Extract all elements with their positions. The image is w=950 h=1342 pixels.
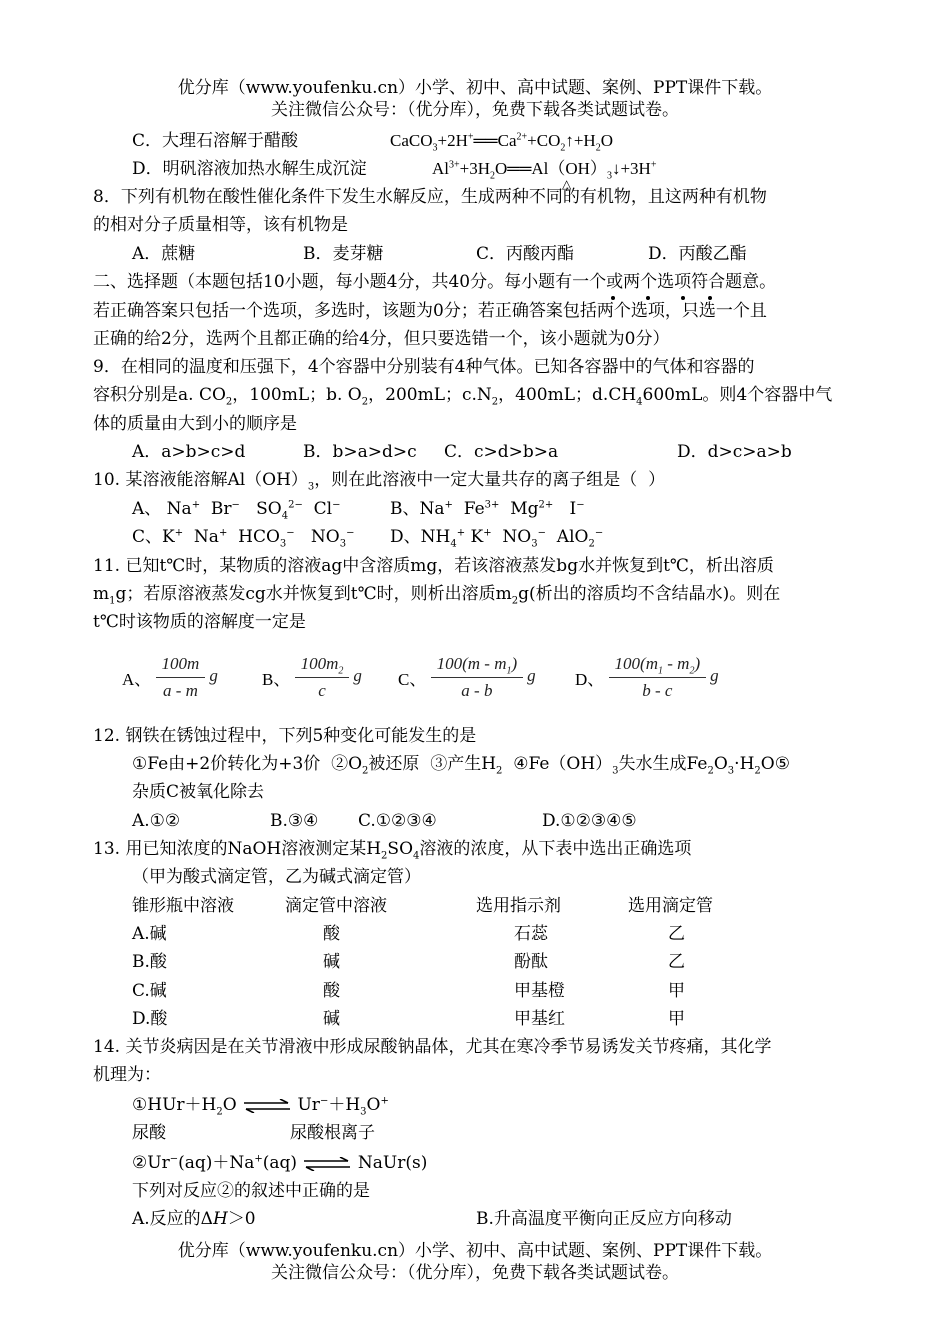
q12-line-3: 杂质C被氧化除去: [132, 782, 265, 802]
fraction: $\frac{100(m_1 - m_2)}{b - c}$: [609, 654, 707, 701]
q14-reaction-2: ②Ur−(aq)＋Na+(aq) NaUr(s): [132, 1153, 428, 1173]
q13-line-2: （甲为酸式滴定管，乙为碱式滴定管）: [132, 867, 421, 887]
q9-option-d: D．d>c>a>b: [677, 442, 792, 462]
q11-option-b-label: B、: [262, 670, 291, 689]
q7-option-c-label: C．大理石溶解于醋酸: [132, 131, 299, 151]
q12-option-d: D.①②③④⑤: [542, 811, 637, 831]
footer-line-1: 优分库（www.youfenku.cn）小学、初中、高中试题、案例、PPT课件下载。: [177, 1241, 773, 1261]
q10-stem: 10. 某溶液能溶解$Al(OH)_3$，则在此溶液中一定大量共存的离子组是（ ）: [93, 470, 666, 493]
q11-option-c-label: C、: [398, 670, 427, 689]
q14-option-b: B.升高温度平衡向正反应方向移动: [476, 1209, 732, 1229]
q10-option-b: B、Na+ $Fe^{3+}$ $Mg^{2+}$ I−: [390, 499, 585, 519]
q9-line-1: 9．在相同的温度和压强下，4个容器中分别装有4种气体。已知各容器中的气体和容器的: [93, 357, 755, 377]
q9-option-a: A．a>b>c>d: [132, 442, 246, 462]
section-2-line-3: 正确的给2分，选两个且都正确的给4分，但只要选错一个，该小题就为0分）: [93, 329, 670, 349]
q12-option-b: B.③④: [270, 811, 319, 831]
table-cell: 甲: [668, 981, 685, 1001]
table-cell: 甲: [668, 1009, 685, 1029]
q14-option-a: A.反应的ΔH＞0: [132, 1209, 256, 1229]
section-2-line-1: 二、选择题（本题包括10小题，每小题4分，共40分。每小题有一个或两个选项符合题意。: [93, 272, 777, 292]
q11-option-b: B、 $\frac{100m_2}{c}$ g: [262, 654, 362, 700]
q14-label-ion: 尿酸根离子: [290, 1123, 375, 1143]
table-cell: C.碱: [132, 981, 167, 1001]
equilibrium-arrow-icon: [302, 1157, 352, 1171]
q7-option-d-equation: $Al^{3+}+3H_2O══Al(OH)_3↓+3H^+$: [432, 159, 657, 182]
q9-line-2: 容积分别是a. $CO_2$，100mL；b. $O_2$，200mL；$c.N_2$，400mL；$d.CH_4600mL$。则4个容器中气: [93, 385, 833, 408]
q7-option-c: [132, 130, 298, 152]
q8-option-b: B．麦芽糖: [303, 244, 384, 264]
q11-option-a-label: A、: [122, 670, 152, 689]
table-cell: 酸: [323, 981, 340, 1001]
q14-reaction-1: $①HUr+H_2O$ $Ur^-+H_3O^+$: [132, 1095, 389, 1118]
q7-option-d-label: D．明矾溶液加热水解生成沉淀: [132, 159, 367, 179]
fraction: $\frac{100m}{a - m}$: [156, 654, 206, 701]
table-cell: A.碱: [132, 924, 167, 944]
q7-option-d: [132, 158, 367, 180]
q14-line-1: 14. 关节炎病因是在关节滑液中形成尿酸钠晶体，尤其在寒冷季节易诱发关节疼痛，其化学: [93, 1037, 772, 1057]
table-cell: 石蕊: [514, 924, 548, 944]
q14-question: 下列对反应②的叙述中正确的是: [132, 1181, 370, 1201]
table-cell: 乙: [668, 952, 685, 972]
table-cell: 酸: [323, 924, 340, 944]
q11-option-d: D、 $\frac{100(m_1 - m_2)}{b - c}$ g: [575, 654, 719, 700]
q8-option-d: D．丙酸乙酯: [648, 244, 747, 264]
q10-option-d: D、$NH_4^+$ K+ $NO_3^-$ AlO$_2$−: [390, 527, 604, 550]
q11-option-a: A、 $\frac{100m}{a - m}$ g: [122, 654, 218, 700]
heat-symbol: △: [562, 177, 572, 191]
q11-line-1: 11. 已知t℃时，某物质的溶液ag中含溶质mg，若该溶液蒸发bg水并恢复到t℃，析出溶质: [93, 556, 774, 576]
q12-line-1: 12. 钢铁在锈蚀过程中，下列5种变化可能发生的是: [93, 726, 477, 746]
table-header: 锥形瓶中溶液: [132, 896, 234, 916]
q9-option-b: B．b>a>d>c: [303, 442, 417, 462]
table-cell: D.酸: [132, 1009, 168, 1029]
table-cell: 酚酞: [514, 952, 548, 972]
table-cell: 甲基红: [514, 1009, 565, 1029]
q12-option-a: A.①②: [132, 811, 181, 831]
q8-option-c: C．丙酸丙酯: [476, 244, 575, 264]
header-line-1: 优分库（www.youfenku.cn）小学、初中、高中试题、案例、PPT课件下载。: [177, 78, 773, 98]
table-header: 选用滴定管: [628, 896, 713, 916]
table-header: 选用指示剂: [476, 896, 561, 916]
table-cell: 乙: [668, 924, 685, 944]
q7-option-c-equation: $CaCO_3+2H^+══Ca^{2+}+CO_2↑+H_2O$: [390, 131, 613, 154]
q10-option-c: C、K+ Na+ $HCO_3^-$ $NO_3^-$: [132, 527, 355, 550]
table-cell: 碱: [323, 952, 340, 972]
q8-line-1: 8．下列有机物在酸性催化条件下发生水解反应，生成两种不同的有机物，且这两种有机物: [93, 187, 767, 207]
q12-option-c: C.①②③④: [358, 811, 437, 831]
header-line-2: 关注微信公众号：（优分库），免费下载各类试题试卷。: [271, 100, 679, 120]
q8-line-2: 的相对分子质量相等，该有机物是: [93, 215, 348, 235]
q14-label-acid: 尿酸: [132, 1123, 166, 1143]
q10-option-a: A、 Na+ Br− $SO_4^{2-}$ Cl−: [132, 499, 341, 522]
equilibrium-arrow-icon: [242, 1099, 292, 1113]
table-header: 滴定管中溶液: [285, 896, 387, 916]
q13-line-1: 13. 用已知浓度的NaOH溶液测定某$H_2SO_4$溶液的浓度，从下表中选出正确选项: [93, 839, 692, 862]
table-cell: B.酸: [132, 952, 167, 972]
q11-line-2: $m_1g$；若原溶液蒸发cg水并恢复到t℃时，则析出溶质$m_2g$(析出的溶质均不含结晶水)。则在: [93, 584, 781, 607]
fraction: $\frac{100m_2}{c}$: [295, 654, 350, 701]
q11-option-c: C、 $\frac{100(m - m_1)}{a - b}$ g: [398, 654, 536, 700]
footer-line-2: 关注微信公众号：（优分库），免费下载各类试题试卷。: [271, 1263, 679, 1283]
fraction: $\frac{100(m - m_1)}{a - b}$: [431, 654, 524, 701]
table-cell: 碱: [323, 1009, 340, 1029]
q9-line-3: 体的质量由大到小的顺序是: [93, 414, 297, 434]
section-2-line-2: 若正确答案只包括一个选项，多选时，该题为0分；若正确答案包括两个选项，只选一个且: [93, 301, 767, 321]
q12-line-2: ①Fe由+2价转化为+3价 $②O_2$被还原 ③产生$H_2$ $④Fe(OH)_3$失水生成$Fe_2O_3\cdot H_2O⑤$: [132, 754, 790, 777]
q14-line-2: 机理为：: [93, 1065, 161, 1085]
table-cell: 甲基橙: [514, 981, 565, 1001]
q8-option-a: A．蔗糖: [132, 244, 196, 264]
q11-option-d-label: D、: [575, 670, 605, 689]
q11-line-3: t℃时该物质的溶解度一定是: [93, 612, 306, 632]
q9-option-c: C．c>d>b>a: [444, 442, 559, 462]
